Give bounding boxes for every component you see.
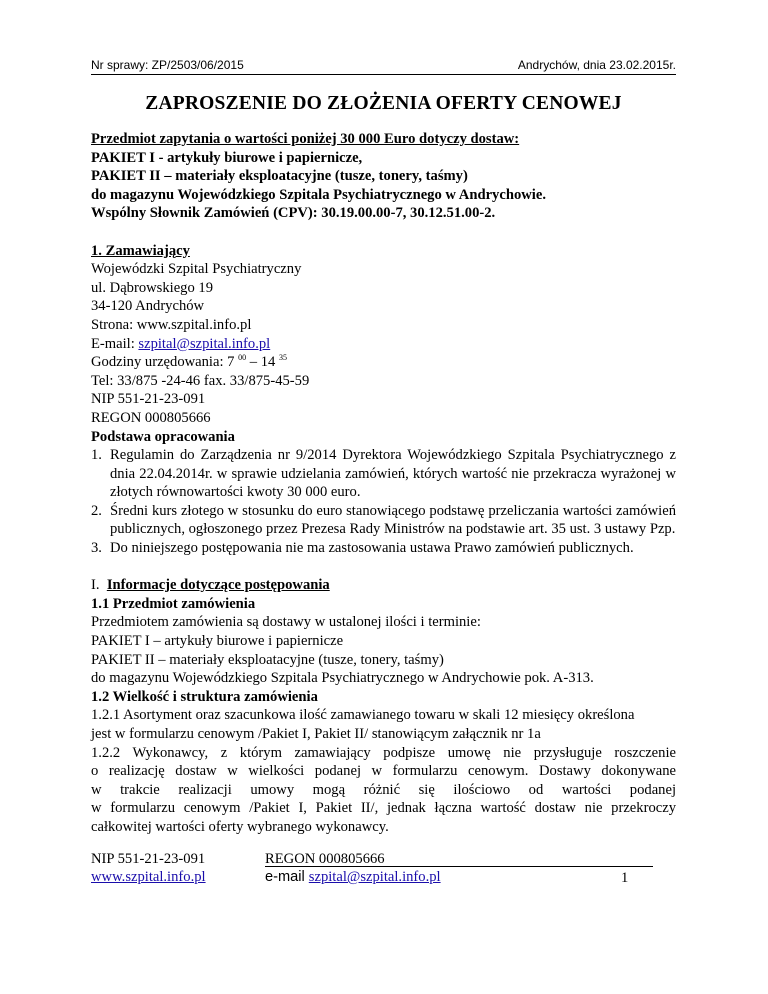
footer-nip: NIP 551-21-23-091 [91, 851, 206, 867]
footer-regon: REGON 000805666 [265, 851, 385, 867]
org-street: ul. Dąbrowskiego 19 [91, 279, 214, 296]
text-line: w trakcie realizacji umowy mogą różnić się ilościowo od wartości podanej [91, 781, 676, 798]
text-line: Przedmiotem zamówienia są dostawy w ustalonej ilości i terminie: [91, 614, 481, 631]
org-email-line: E-mail: szpital@szpital.info.pl [91, 335, 271, 352]
page-header [91, 58, 676, 75]
org-phone: Tel: 33/875 -24-46 fax. 33/875-45-59 [91, 372, 310, 389]
text-line: w formularzu cenowym /Pakiet I, Pakiet II/, jednak łączna wartość dostaw nie przekroczy [91, 800, 676, 817]
page-title: ZAPROSZENIE DO ZŁOŻENIA OFERTY CENOWEJ [145, 93, 622, 114]
intro-cpv: Wspólny Słownik Zamówień (CPV): 30.19.00.00-7, 30.12.51.00-2. [91, 205, 496, 222]
podstawa-heading: Podstawa opracowania [91, 428, 235, 445]
text-line: jest w formularzu cenowym /Pakiet I, Pakiet II/ stanowiącym załącznik nr 1a [91, 726, 541, 742]
list-item: 2. Średni kurs złotego w stosunku do euro stanowiącego podstawę przeliczania wartości zamówień publicznych, ogłoszonego przez Prezesa Rady Ministrów na podstawie art. 35 ust. 3 ustawy Pzp. [91, 502, 676, 538]
place-date: Andrychów, dnia 23.02.2015r. [517, 58, 676, 72]
org-city: 34-120 Andrychów [91, 298, 205, 315]
list-item: 3. Do niniejszego postępowania nie ma zastosowania ustawa Prawo zamówień publicznych. [91, 540, 634, 557]
org-regon: REGON 000805666 [91, 409, 211, 426]
text-line: całkowitej wartości oferty wybranego wykonawcy. [91, 818, 389, 835]
footer-email-line: e-mail szpital@szpital.info.pl [265, 869, 441, 885]
text-line: 1.2.1 Asortyment oraz szacunkowa ilość zamawianego towaru w skali 12 miesięcy określona [91, 707, 635, 724]
intro-destination: do magazynu Wojewódzkiego Szpitala Psychiatrycznego w Andrychowie. [91, 186, 546, 203]
text-line: PAKIET I – artykuły biurowe i papiernicze [91, 633, 344, 650]
text-line: 1.2.2 Wykonawcy, z którym zamawiający podpisze umowę nie przysługuje roszczenie [91, 744, 676, 761]
office-hours: Godziny urzędowania: 7 $^{00}$ – 14 $^{35}$ [91, 353, 287, 371]
intro-package-1: PAKIET I - artykuły biurowe i papiernicze, [91, 149, 363, 166]
subsection-1-2: 1.2 Wielkość i struktura zamówienia [91, 688, 318, 705]
text-line: o realizację dostaw w wielkości podanej w formularzu cenowym. Dostawy dokonywane [91, 763, 676, 780]
case-number: Nr sprawy: ZP/2503/06/2015 [91, 58, 244, 72]
footer-website-link[interactable]: www.szpital.info.pl [91, 869, 206, 885]
page-number: 1 [621, 870, 629, 886]
subsection-1-1: 1.1 Przedmiot zamówienia [91, 595, 256, 612]
org-nip: NIP 551-21-23-091 [91, 391, 206, 408]
intro-subject: Przedmiot zapytania o wartości poniżej 30 000 Euro dotyczy dostaw: [91, 131, 520, 147]
org-name: Wojewódzki Szpital Psychiatryczny [91, 261, 302, 278]
org-website: Strona: www.szpital.info.pl [91, 316, 252, 333]
section-1-heading: I. Informacje dotyczące postępowania [91, 577, 330, 594]
footer-email-link[interactable]: szpital@szpital.info.pl [308, 869, 441, 885]
zamawiajacy-heading: 1. Zamawiający [91, 242, 190, 259]
document-body [91, 130, 676, 837]
intro-package-2: PAKIET II – materiały eksploatacyjne (tusze, tonery, taśmy) [91, 168, 468, 185]
list-item: 1. Regulamin do Zarządzenia nr 9/2014 Dyrektora Wojewódzkiego Szpitala Psychiatrycznego z dnia 22.04.2014r. w sprawie udzielania zamówień, których wartość nie przekracza wyrażonej w złotych równowartości kwoty 30 000 euro. [91, 447, 676, 501]
podstawa-list [91, 446, 676, 558]
text-line: do magazynu Wojewódzkiego Szpitala Psychiatrycznego w Andrychowie pok. A-313. [91, 670, 594, 687]
email-link[interactable]: szpital@szpital.info.pl [138, 335, 271, 352]
text-line: PAKIET II – materiały eksploatacyjne (tusze, tonery, taśmy) [91, 651, 444, 668]
